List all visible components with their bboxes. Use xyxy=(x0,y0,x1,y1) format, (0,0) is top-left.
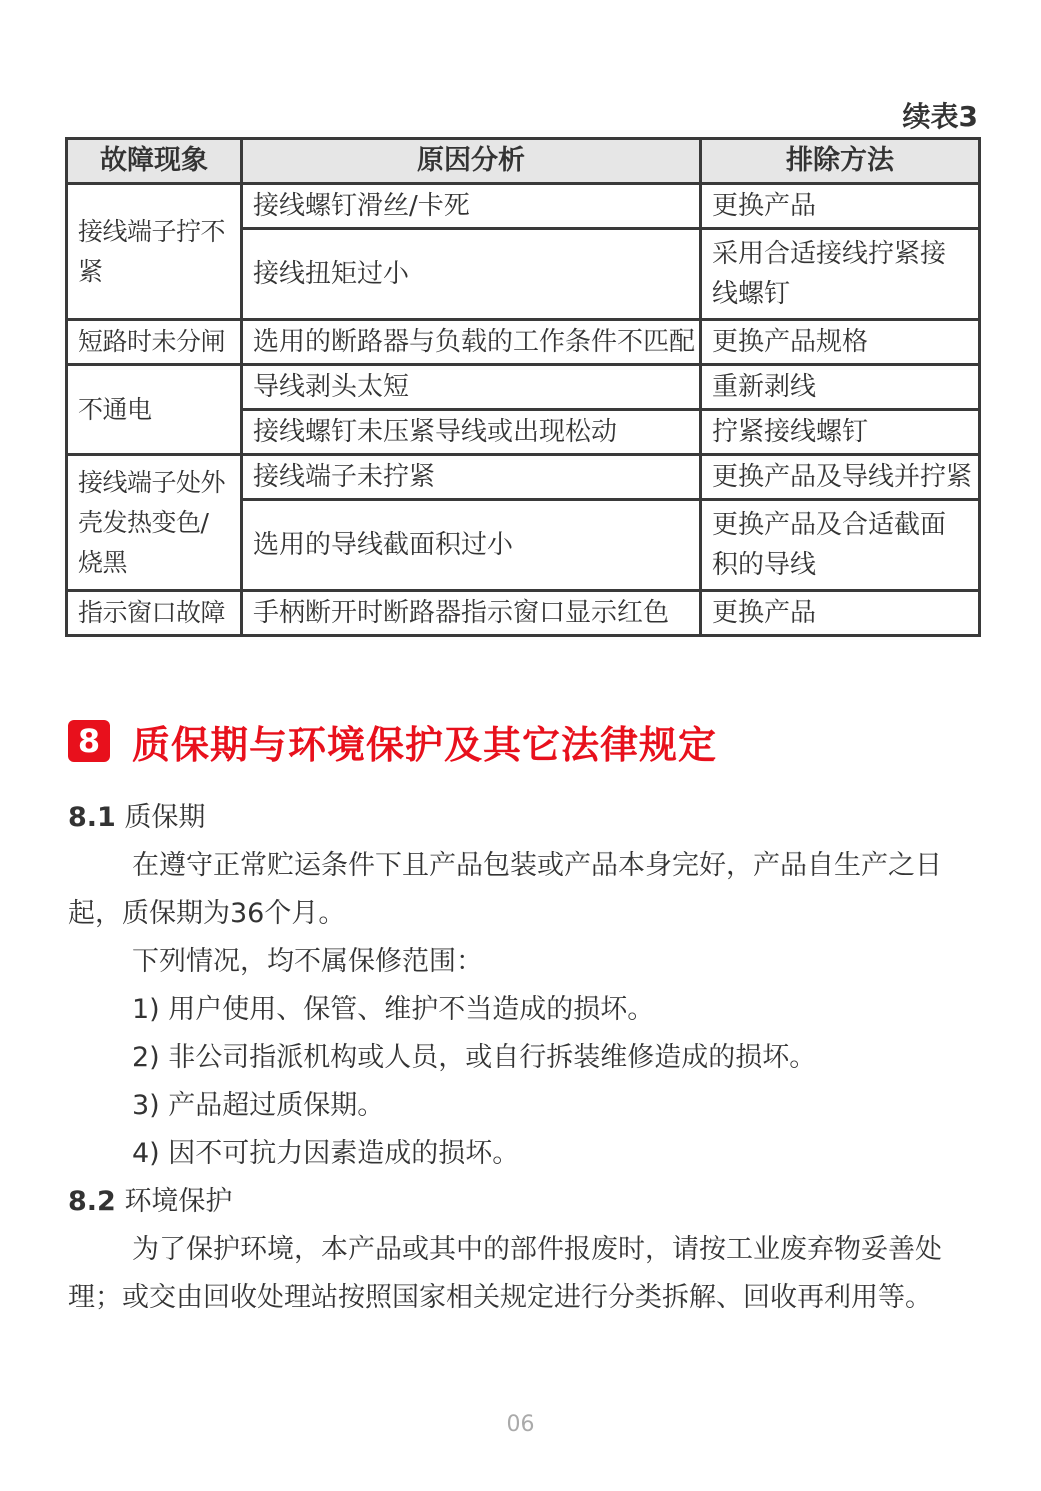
remedy-cell: 更换产品 xyxy=(702,185,978,227)
cause-cell: 接线螺钉未压紧导线或出现松动 xyxy=(243,411,699,453)
symptom-cell: 接线端子处外壳发热变色/烧黑 xyxy=(68,456,240,589)
symptom-cell: 指示窗口故障 xyxy=(68,592,240,634)
page-number: 06 xyxy=(506,1412,535,1437)
exclusions-intro: 下列情况，均不属保修范围： xyxy=(132,946,483,977)
section-title: 质保期与环境保护及其它法律规定 xyxy=(132,722,718,767)
environment-paragraph: 为了保护环境，本产品或其中的部件报废时，请按工业废弃物妥善处理；或交由回收处理站按照国家相关规定进行分类拆解、回收再利用等。 xyxy=(68,1234,942,1313)
remedy-cell: 采用合适接线拧紧接线螺钉 xyxy=(702,230,978,318)
warranty-paragraph: 在遵守正常贮运条件下且产品包装或产品本身完好，产品自生产之日起，质保期为36个月。 xyxy=(68,850,942,929)
cause-cell: 选用的导线截面积过小 xyxy=(243,501,699,589)
list-item: 1) 用户使用、保管、维护不当造成的损坏。 xyxy=(132,994,655,1025)
cause-cell: 导线剥头太短 xyxy=(243,366,699,408)
remedy-cell: 更换产品及合适截面积的导线 xyxy=(702,501,978,589)
list-item: 3) 产品超过质保期。 xyxy=(132,1090,385,1121)
remedy-cell: 拧紧接线螺钉 xyxy=(702,411,978,453)
remedy-cell: 更换产品 xyxy=(702,592,978,634)
subsection-number: 8.1 xyxy=(68,802,116,833)
header-remedy: 排除方法 xyxy=(702,140,978,182)
table-row xyxy=(68,366,978,408)
continued-table-label: 续表3 xyxy=(902,100,978,133)
remedy-cell: 更换产品规格 xyxy=(702,321,978,363)
cause-cell: 接线扭矩过小 xyxy=(243,230,699,318)
section-heading xyxy=(68,718,718,767)
cause-cell: 选用的断路器与负载的工作条件不匹配 xyxy=(243,321,699,363)
symptom-cell: 不通电 xyxy=(68,366,240,453)
symptom-cell: 接线端子拧不紧 xyxy=(68,185,240,318)
section-8-1 xyxy=(68,794,973,1322)
table-row xyxy=(68,185,978,227)
header-symptom: 故障现象 xyxy=(68,140,240,182)
subsection-number: 8.2 xyxy=(68,1186,116,1217)
cause-cell: 手柄断开时断路器指示窗口显示红色 xyxy=(243,592,699,634)
remedy-cell: 重新剥线 xyxy=(702,366,978,408)
cause-cell: 接线螺钉滑丝/卡死 xyxy=(243,185,699,227)
section-number-badge: 8 xyxy=(68,720,110,762)
table-header-row xyxy=(68,140,978,182)
subsection-title: 质保期 xyxy=(124,802,206,833)
table-row xyxy=(68,321,978,363)
symptom-cell: 短路时未分闸 xyxy=(68,321,240,363)
table-row xyxy=(68,592,978,634)
subsection-heading-8-2 xyxy=(68,1178,973,1226)
remedy-cell: 更换产品及导线并拧紧 xyxy=(702,456,978,498)
list-item: 2) 非公司指派机构或人员，或自行拆装维修造成的损坏。 xyxy=(132,1042,817,1073)
table-row xyxy=(68,456,978,498)
subsection-heading-8-1 xyxy=(68,794,973,842)
header-cause: 原因分析 xyxy=(243,140,699,182)
troubleshooting-table xyxy=(65,137,981,637)
list-item: 4) 因不可抗力因素造成的损坏。 xyxy=(132,1138,520,1169)
cause-cell: 接线端子未拧紧 xyxy=(243,456,699,498)
subsection-title: 环境保护 xyxy=(124,1186,233,1217)
